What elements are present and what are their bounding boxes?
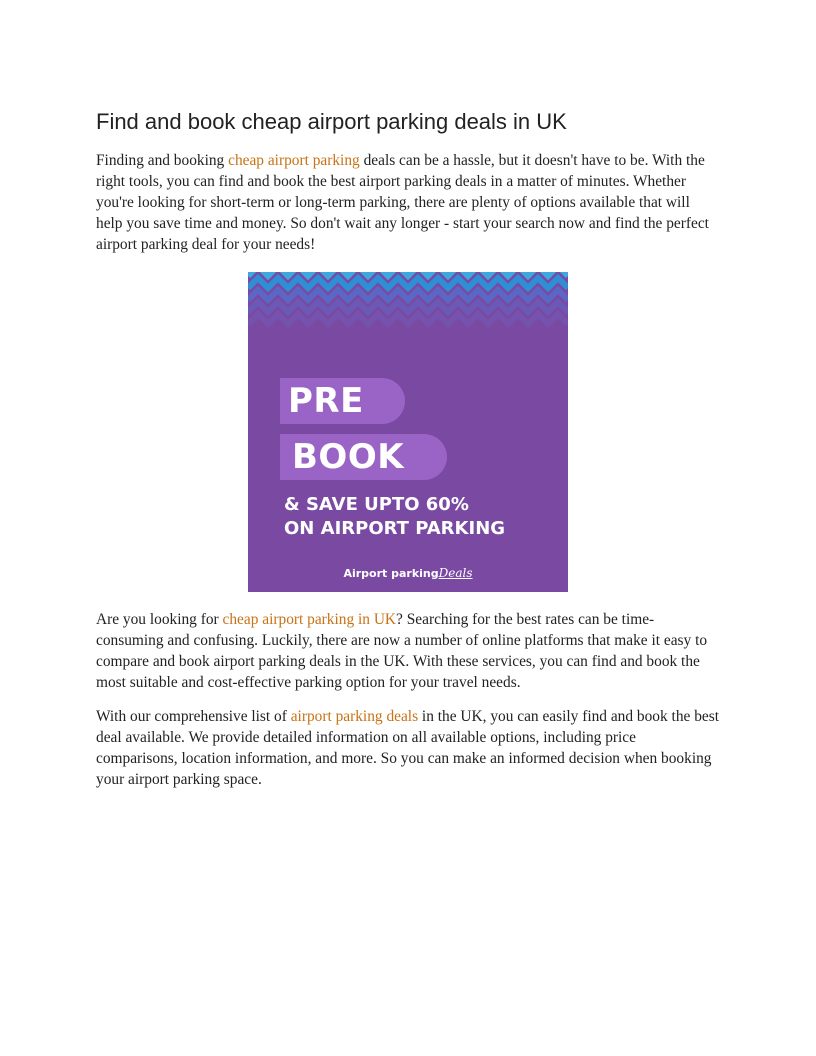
prebook-banner-image — [248, 272, 568, 592]
banner-container — [96, 272, 720, 592]
on-airport-parking-text: ON AIRPORT PARKING — [284, 518, 506, 539]
para3-text-after: in the UK, you can easily find and book the best deal available. We provide detailed information on all available options, including price comparisons, location information, and more. So you can make an informed decision when booking your airport parking space. — [96, 708, 719, 788]
zigzag-pattern — [248, 272, 568, 328]
para2-text-before: Are you looking for — [96, 611, 223, 628]
cheap-airport-parking-link[interactable]: cheap airport parking — [228, 152, 360, 169]
third-paragraph — [96, 706, 720, 790]
para3-text-before: With our comprehensive list of — [96, 708, 291, 725]
intro-paragraph — [96, 150, 720, 255]
book-pill — [280, 434, 447, 480]
book-text: BOOK — [292, 437, 405, 477]
save-upto-text: & SAVE UPTO 60% — [284, 494, 469, 515]
pre-text: PRE — [288, 381, 364, 421]
brand-deals-text: Deals — [438, 566, 473, 580]
second-paragraph — [96, 609, 720, 693]
airport-parking-deals-link[interactable]: airport parking deals — [290, 708, 419, 725]
cheap-airport-parking-in-uk-link[interactable]: cheap airport parking in UK — [222, 611, 397, 628]
pre-pill — [280, 378, 405, 424]
intro-text-after: deals can be a hassle, but it doesn't have to be. With the right tools, you can find and book the best airport parking deals in a matter of minutes. Whether you're looking for short-term or long-term parking, there are plenty of options available that will help you save time and money. So don't wait any longer - start your search now and find the perfect airport parking deal for your needs! — [96, 152, 709, 253]
page-title: Find and book cheap airport parking deals in UK — [96, 109, 567, 134]
para2-text-after: ? Searching for the best rates can be time-consuming and confusing. Luckily, there are now a number of online platforms that make it easy to compare and book airport parking deals in the UK. With these services, you can find and book the most suitable and cost-effective parking option for your travel needs. — [96, 611, 708, 691]
intro-text-before: Finding and booking — [96, 152, 229, 169]
brand-main-text: Airport parking — [343, 567, 439, 580]
brand-logo — [248, 566, 568, 580]
article — [96, 108, 720, 790]
